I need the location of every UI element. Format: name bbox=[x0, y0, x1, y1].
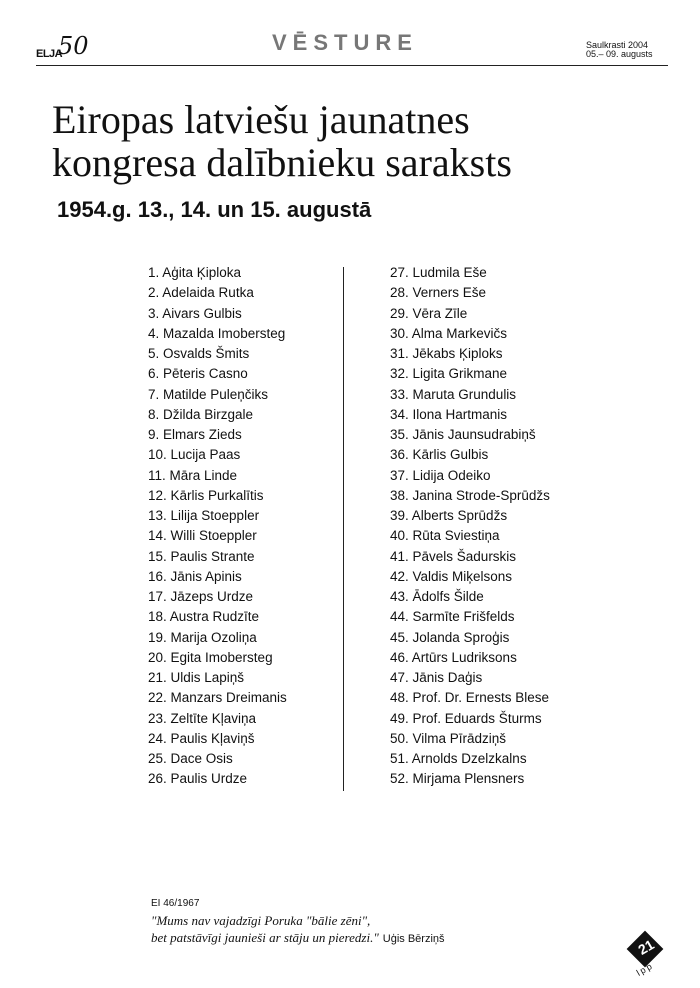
participant-item: 7. Matilde Puleņčiks bbox=[148, 386, 269, 402]
participant-item: 48. Prof. Dr. Ernests Blese bbox=[390, 690, 550, 706]
quote-line-2 bbox=[151, 929, 445, 948]
title-line-1: Eiropas latviešu jaunatnes bbox=[52, 97, 470, 142]
participant-item: 38. Janina Strode-Sprūdžs bbox=[390, 487, 550, 503]
participant-item: 37. Lidija Odeiko bbox=[390, 467, 491, 483]
participant-item: 18. Austra Rudzīte bbox=[148, 609, 260, 625]
participant-item: 10. Lucija Paas bbox=[148, 447, 241, 463]
participant-item: 26. Paulis Urdze bbox=[148, 771, 248, 787]
participant-item: 23. Zeltīte Kļaviņa bbox=[148, 710, 257, 726]
participant-item: 12. Kārlis Purkalītis bbox=[148, 487, 264, 503]
source-reference: EI 46/1967 bbox=[151, 898, 200, 909]
edition-place: Saulkrasti 2004 bbox=[586, 40, 649, 50]
participant-item: 34. Ilona Hartmanis bbox=[390, 406, 508, 422]
participant-item: 45. Jolanda Sproģis bbox=[390, 629, 510, 645]
participant-item: 31. Jēkabs Ķiploks bbox=[390, 346, 503, 361]
participant-item: 27. Ludmila Eše bbox=[390, 265, 487, 280]
participant-item: 6. Pēteris Casno bbox=[148, 366, 248, 382]
participant-item: 49. Prof. Eduards Šturms bbox=[390, 710, 542, 726]
participant-item: 29. Vēra Zīle bbox=[390, 305, 468, 321]
quote-author: Uģis Bērziņš bbox=[382, 933, 445, 945]
participant-item: 21. Uldis Lapiņš bbox=[148, 670, 245, 685]
participant-item: 22. Manzars Dreimanis bbox=[148, 690, 287, 706]
page-number-badge bbox=[626, 930, 666, 978]
participant-item: 5. Osvalds Šmits bbox=[148, 346, 250, 361]
participant-item: 24. Paulis Kļaviņš bbox=[148, 730, 255, 746]
quote bbox=[151, 912, 445, 948]
participant-item: 2. Adelaida Rutka bbox=[148, 285, 254, 301]
participant-item: 40. Rūta Sviestiņa bbox=[390, 528, 500, 544]
participant-item: 51. Arnolds Dzelzkalns bbox=[390, 751, 527, 766]
participant-item: 20. Egita Imobersteg bbox=[148, 649, 273, 665]
participant-item: 11. Māra Linde bbox=[148, 467, 238, 483]
page-header bbox=[36, 32, 668, 66]
participant-item: 4. Mazalda Imobersteg bbox=[148, 325, 286, 341]
participant-item: 44. Sarmīte Frišfelds bbox=[390, 609, 515, 625]
participant-item: 35. Jānis Jaunsudrabiņš bbox=[390, 427, 536, 442]
participant-item: 15. Paulis Strante bbox=[148, 548, 255, 564]
participant-item: 32. Ligita Grikmane bbox=[390, 366, 508, 382]
article-subtitle: 1954.g. 13., 14. un 15. augustā bbox=[57, 197, 372, 222]
participant-item: 17. Jāzeps Urdze bbox=[148, 589, 254, 604]
participant-item: 9. Elmars Zieds bbox=[148, 427, 242, 442]
participant-item: 16. Jānis Apinis bbox=[148, 568, 242, 584]
participant-item: 14. Willi Stoeppler bbox=[148, 528, 257, 544]
participant-item: 8. Džilda Birzgale bbox=[148, 406, 254, 422]
participant-item: 33. Maruta Grundulis bbox=[390, 386, 517, 402]
edition-dates: 05.– 09. augusts bbox=[586, 49, 653, 59]
participant-item: 46. Artūrs Ludriksons bbox=[390, 649, 517, 665]
page-number: 21 bbox=[635, 936, 657, 958]
logo-text: ELJA bbox=[36, 48, 63, 60]
article-title bbox=[52, 98, 672, 184]
participant-item: 3. Aivars Gulbis bbox=[148, 305, 242, 321]
participant-list-right bbox=[390, 263, 550, 790]
participant-item: 43. Ādolfs Šilde bbox=[390, 589, 484, 604]
participant-item: 52. Mirjama Plensners bbox=[390, 771, 525, 787]
header-rule bbox=[36, 65, 668, 66]
edition-info bbox=[586, 41, 668, 59]
title-line-2: kongresa dalībnieku saraksts bbox=[52, 140, 512, 185]
participant-item: 25. Dace Osis bbox=[148, 751, 233, 766]
page-label: lpp bbox=[634, 960, 656, 978]
participant-item: 13. Lilija Stoeppler bbox=[148, 508, 260, 523]
participant-item: 50. Vilma Pīrādziņš bbox=[390, 730, 507, 746]
participant-item: 36. Kārlis Gulbis bbox=[390, 447, 489, 463]
participant-item: 28. Verners Eše bbox=[390, 285, 487, 301]
quote-line-2-text: bet patstāvīgi jaunieši ar stāju un pieredzi." bbox=[151, 930, 379, 945]
column-divider bbox=[343, 267, 344, 791]
participant-item: 42. Valdis Miķelsons bbox=[390, 568, 513, 584]
participant-item: 1. Aģita Ķiploka bbox=[148, 265, 242, 280]
quote-line-1: "Mums nav vajadzīgi Poruka "bālie zēni", bbox=[151, 913, 371, 928]
section-title: VĒSTURE bbox=[272, 30, 418, 55]
participant-list-left bbox=[148, 263, 287, 790]
logo-number: 50 bbox=[58, 32, 89, 60]
participant-item: 19. Marija Ozoliņa bbox=[148, 629, 257, 645]
participant-item: 30. Alma Markevičs bbox=[390, 325, 508, 341]
participant-item: 41. Pāvels Šadurskis bbox=[390, 548, 517, 564]
participant-item: 39. Alberts Sprūdžs bbox=[390, 508, 508, 523]
participant-item: 47. Jānis Daģis bbox=[390, 670, 483, 685]
